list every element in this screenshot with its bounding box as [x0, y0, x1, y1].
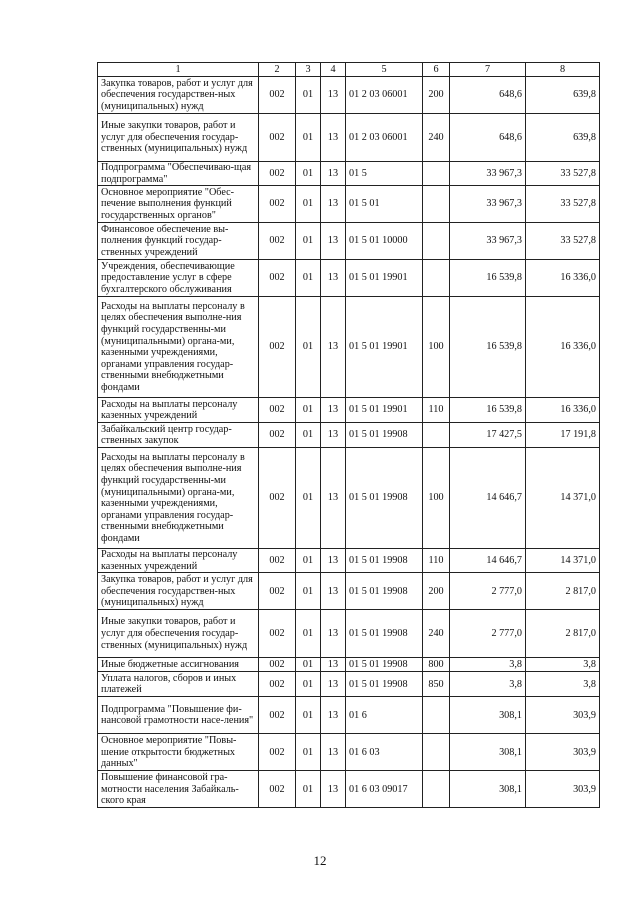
code-section: 01 [296, 398, 321, 423]
amount-col7: 14 646,7 [450, 448, 526, 549]
item-name: Расходы на выплаты персоналу казенных учреждений [98, 398, 259, 423]
code-expense-type [423, 186, 450, 223]
code-chapter: 002 [259, 672, 296, 697]
table-row [98, 771, 600, 808]
item-name: Финансовое обеспечение вы-полнения функций государ-ственных учреждений [98, 223, 259, 260]
item-name: Основное мероприятие "Обес-печение выполнения функций государственных органов" [98, 186, 259, 223]
code-subsection: 13 [321, 260, 346, 297]
amount-col8: 33 527,8 [526, 186, 600, 223]
code-section: 01 [296, 658, 321, 672]
code-expense-type [423, 423, 450, 448]
code-section: 01 [296, 610, 321, 658]
table-row [98, 223, 600, 260]
code-expense-type: 200 [423, 573, 450, 610]
code-chapter: 002 [259, 549, 296, 573]
amount-col8: 303,9 [526, 771, 600, 808]
table-row [98, 448, 600, 549]
code-section: 01 [296, 549, 321, 573]
item-name: Забайкальский центр государ-ственных закупок [98, 423, 259, 448]
code-chapter: 002 [259, 114, 296, 162]
code-subsection: 13 [321, 398, 346, 423]
item-name: Расходы на выплаты персоналу в целях обеспечения выполне-ния функций государственны-ми (муниципальными) органа-ми, казенными учреждениями, органами управления государ-ственными внебюджетными фондами [98, 297, 259, 398]
item-name: Иные закупки товаров, работ и услуг для обеспечения государ-ственных (муниципальных) нужд [98, 610, 259, 658]
amount-col7: 3,8 [450, 672, 526, 697]
item-name: Расходы на выплаты персоналу в целях обеспечения выполне-ния функций государственны-ми (муниципальными) органа-ми, казенными учреждениями, органами управления государ-ственными внебюджетными фондами [98, 448, 259, 549]
code-subsection: 13 [321, 223, 346, 260]
code-chapter: 002 [259, 697, 296, 734]
code-subsection: 13 [321, 771, 346, 808]
amount-col8: 2 817,0 [526, 610, 600, 658]
amount-col8: 3,8 [526, 672, 600, 697]
code-subsection: 13 [321, 162, 346, 186]
column-number-3: 3 [296, 63, 321, 77]
item-name: Подпрограмма "Обеспечиваю-щая подпрограмма" [98, 162, 259, 186]
code-expense-type [423, 771, 450, 808]
code-chapter: 002 [259, 297, 296, 398]
amount-col8: 3,8 [526, 658, 600, 672]
code-target-article: 01 5 01 19908 [346, 448, 423, 549]
code-target-article: 01 5 01 19908 [346, 423, 423, 448]
table-row [98, 186, 600, 223]
table-row [98, 260, 600, 297]
item-name: Закупка товаров, работ и услуг для обеспечения государствен-ных (муниципальных) нужд [98, 77, 259, 114]
item-name: Подпрограмма "Повышение фи-нансовой грамотности насе-ления" [98, 697, 259, 734]
column-number-7: 7 [450, 63, 526, 77]
code-section: 01 [296, 448, 321, 549]
column-number-5: 5 [346, 63, 423, 77]
code-expense-type: 200 [423, 77, 450, 114]
code-target-article: 01 6 [346, 697, 423, 734]
table-row [98, 162, 600, 186]
amount-col8: 639,8 [526, 77, 600, 114]
code-expense-type: 110 [423, 398, 450, 423]
amount-col8: 33 527,8 [526, 223, 600, 260]
code-section: 01 [296, 734, 321, 771]
code-section: 01 [296, 162, 321, 186]
code-subsection: 13 [321, 186, 346, 223]
amount-col7: 16 539,8 [450, 260, 526, 297]
table-row [98, 697, 600, 734]
code-chapter: 002 [259, 423, 296, 448]
code-target-article: 01 5 [346, 162, 423, 186]
amount-col7: 3,8 [450, 658, 526, 672]
amount-col7: 14 646,7 [450, 549, 526, 573]
code-chapter: 002 [259, 771, 296, 808]
amount-col7: 33 967,3 [450, 186, 526, 223]
code-target-article: 01 2 03 06001 [346, 77, 423, 114]
item-name: Учреждения, обеспечивающие предоставление услуг в сфере бухгалтерского обслуживания [98, 260, 259, 297]
code-section: 01 [296, 186, 321, 223]
code-section: 01 [296, 297, 321, 398]
item-name: Закупка товаров, работ и услуг для обеспечения государствен-ных (муниципальных) нужд [98, 573, 259, 610]
code-chapter: 002 [259, 610, 296, 658]
code-expense-type [423, 697, 450, 734]
code-subsection: 13 [321, 573, 346, 610]
code-target-article: 01 6 03 09017 [346, 771, 423, 808]
amount-col8: 16 336,0 [526, 260, 600, 297]
code-subsection: 13 [321, 114, 346, 162]
amount-col8: 16 336,0 [526, 297, 600, 398]
code-target-article: 01 5 01 19901 [346, 297, 423, 398]
code-subsection: 13 [321, 658, 346, 672]
code-chapter: 002 [259, 77, 296, 114]
code-subsection: 13 [321, 549, 346, 573]
amount-col8: 14 371,0 [526, 448, 600, 549]
budget-table-body [98, 63, 600, 808]
code-expense-type: 240 [423, 610, 450, 658]
code-target-article: 01 5 01 19908 [346, 549, 423, 573]
amount-col8: 639,8 [526, 114, 600, 162]
amount-col8: 17 191,8 [526, 423, 600, 448]
code-chapter: 002 [259, 162, 296, 186]
table-row [98, 573, 600, 610]
code-target-article: 01 5 01 19908 [346, 573, 423, 610]
amount-col7: 33 967,3 [450, 223, 526, 260]
code-chapter: 002 [259, 448, 296, 549]
table-row [98, 398, 600, 423]
table-header-row [98, 63, 600, 77]
amount-col7: 308,1 [450, 734, 526, 771]
amount-col7: 648,6 [450, 114, 526, 162]
code-expense-type [423, 223, 450, 260]
code-target-article: 01 6 03 [346, 734, 423, 771]
code-target-article: 01 5 01 19908 [346, 672, 423, 697]
table-row [98, 297, 600, 398]
code-expense-type [423, 162, 450, 186]
code-target-article: 01 5 01 [346, 186, 423, 223]
table-row [98, 658, 600, 672]
amount-col7: 308,1 [450, 697, 526, 734]
table-row [98, 423, 600, 448]
amount-col7: 2 777,0 [450, 573, 526, 610]
amount-col7: 16 539,8 [450, 297, 526, 398]
code-target-article: 01 5 01 19908 [346, 610, 423, 658]
code-expense-type [423, 260, 450, 297]
code-expense-type: 850 [423, 672, 450, 697]
item-name: Повышение финансовой гра-мотности населения Забайкаль-ского края [98, 771, 259, 808]
code-expense-type: 240 [423, 114, 450, 162]
code-target-article: 01 5 01 19901 [346, 398, 423, 423]
code-section: 01 [296, 77, 321, 114]
code-section: 01 [296, 260, 321, 297]
code-target-article: 01 5 01 19908 [346, 658, 423, 672]
column-number-1: 1 [98, 63, 259, 77]
code-chapter: 002 [259, 658, 296, 672]
table-row [98, 549, 600, 573]
code-expense-type: 100 [423, 448, 450, 549]
code-expense-type: 110 [423, 549, 450, 573]
code-section: 01 [296, 771, 321, 808]
code-subsection: 13 [321, 610, 346, 658]
item-name: Уплата налогов, сборов и иных платежей [98, 672, 259, 697]
code-expense-type [423, 734, 450, 771]
code-subsection: 13 [321, 448, 346, 549]
code-subsection: 13 [321, 672, 346, 697]
code-chapter: 002 [259, 186, 296, 223]
item-name: Основное мероприятие "Повы-шение открытости бюджетных данных" [98, 734, 259, 771]
budget-table [97, 62, 600, 808]
code-chapter: 002 [259, 734, 296, 771]
code-section: 01 [296, 573, 321, 610]
code-subsection: 13 [321, 697, 346, 734]
amount-col7: 33 967,3 [450, 162, 526, 186]
amount-col7: 648,6 [450, 77, 526, 114]
table-row [98, 734, 600, 771]
code-chapter: 002 [259, 573, 296, 610]
table-row [98, 672, 600, 697]
table-row [98, 114, 600, 162]
code-target-article: 01 5 01 19901 [346, 260, 423, 297]
column-number-2: 2 [259, 63, 296, 77]
code-subsection: 13 [321, 297, 346, 398]
code-section: 01 [296, 697, 321, 734]
code-chapter: 002 [259, 398, 296, 423]
amount-col7: 308,1 [450, 771, 526, 808]
column-number-8: 8 [526, 63, 600, 77]
amount-col8: 303,9 [526, 734, 600, 771]
page-number: 12 [313, 853, 327, 868]
code-target-article: 01 2 03 06001 [346, 114, 423, 162]
code-subsection: 13 [321, 77, 346, 114]
table-row [98, 77, 600, 114]
item-name: Иные закупки товаров, работ и услуг для обеспечения государ-ственных (муниципальных) нужд [98, 114, 259, 162]
code-subsection: 13 [321, 423, 346, 448]
code-section: 01 [296, 672, 321, 697]
amount-col7: 16 539,8 [450, 398, 526, 423]
code-expense-type: 800 [423, 658, 450, 672]
code-section: 01 [296, 114, 321, 162]
amount-col7: 17 427,5 [450, 423, 526, 448]
amount-col8: 14 371,0 [526, 549, 600, 573]
amount-col8: 303,9 [526, 697, 600, 734]
code-expense-type: 100 [423, 297, 450, 398]
item-name: Расходы на выплаты персоналу казенных учреждений [98, 549, 259, 573]
code-section: 01 [296, 423, 321, 448]
code-chapter: 002 [259, 223, 296, 260]
code-target-article: 01 5 01 10000 [346, 223, 423, 260]
code-subsection: 13 [321, 734, 346, 771]
amount-col8: 33 527,8 [526, 162, 600, 186]
column-number-6: 6 [423, 63, 450, 77]
code-chapter: 002 [259, 260, 296, 297]
amount-col8: 2 817,0 [526, 573, 600, 610]
table-row [98, 610, 600, 658]
amount-col7: 2 777,0 [450, 610, 526, 658]
item-name: Иные бюджетные ассигнования [98, 658, 259, 672]
amount-col8: 16 336,0 [526, 398, 600, 423]
code-section: 01 [296, 223, 321, 260]
column-number-4: 4 [321, 63, 346, 77]
